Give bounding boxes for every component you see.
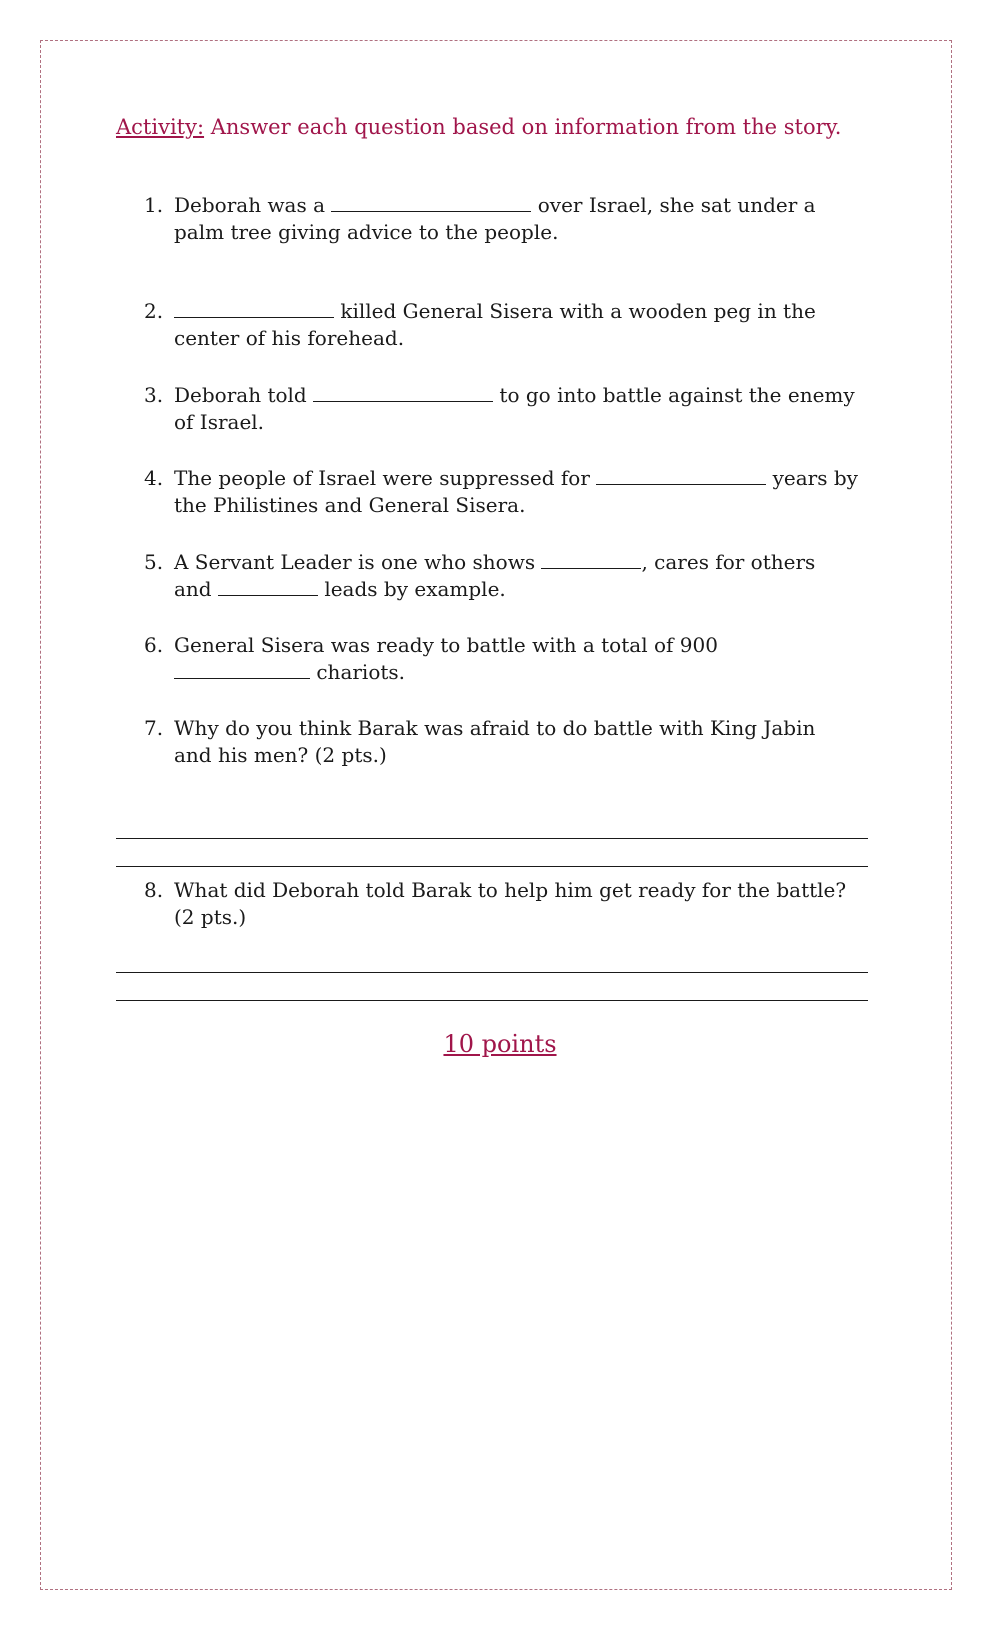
answer-blank[interactable] — [541, 550, 641, 569]
question-1 — [144, 192, 884, 246]
question-text: Deborah was a — [174, 193, 332, 217]
question-number: 7. — [144, 716, 164, 740]
answer-blank[interactable] — [596, 466, 766, 485]
question-text: to go into battle against the enemy — [493, 383, 855, 407]
answer-line[interactable] — [116, 972, 868, 973]
question-text: Deborah told — [174, 383, 314, 407]
answer-line[interactable] — [116, 866, 868, 867]
page-border — [40, 40, 952, 1590]
question-text: General Sisera was ready to battle with a total of 900 — [174, 633, 718, 657]
question-number: 3. — [144, 383, 164, 407]
question-number: 8. — [144, 878, 164, 902]
answer-blank[interactable] — [331, 193, 531, 212]
question-text: years by — [766, 466, 858, 490]
question-number: 2. — [144, 299, 164, 323]
question-text-line2: the Philistines and General Sisera. — [174, 493, 526, 517]
answer-line[interactable] — [116, 1000, 868, 1001]
question-text: The people of Israel were suppressed for — [174, 466, 597, 490]
answer-blank[interactable] — [174, 660, 310, 679]
answer-blank[interactable] — [313, 383, 493, 402]
question-number: 5. — [144, 550, 164, 574]
question-text-line2: palm tree giving advice to the people. — [174, 220, 559, 244]
answer-blank[interactable] — [218, 577, 318, 596]
question-number: 1. — [144, 193, 164, 217]
question-text: What did Deborah told Barak to help him get ready for the battle? — [174, 878, 847, 902]
question-text-line2: and his men? (2 pts.) — [174, 743, 387, 767]
answer-line[interactable] — [116, 838, 868, 839]
question-text: over Israel, she sat under a — [531, 193, 816, 217]
question-4 — [144, 465, 884, 519]
question-text-line2: chariots. — [310, 660, 406, 684]
question-2 — [144, 298, 884, 352]
activity-heading — [116, 115, 841, 139]
question-text-line2: leads by example. — [317, 577, 506, 601]
question-text: A Servant Leader is one who shows — [174, 550, 542, 574]
question-text-line2: (2 pts.) — [174, 905, 247, 929]
question-number: 6. — [144, 633, 164, 657]
question-text-line2: center of his forehead. — [174, 326, 405, 350]
question-3 — [144, 382, 884, 436]
question-text: killed General Sisera with a wooden peg in the — [334, 299, 816, 323]
question-5 — [144, 549, 884, 603]
activity-label: Activity: — [116, 115, 205, 139]
question-6 — [144, 632, 884, 686]
question-number: 4. — [144, 466, 164, 490]
question-text: , cares for others — [641, 550, 816, 574]
answer-blank[interactable] — [174, 299, 334, 318]
activity-instruction: Answer each question based on information from the story. — [204, 115, 842, 139]
question-text-line2: of Israel. — [174, 410, 265, 434]
total-points: 10 points — [443, 1030, 557, 1058]
question-text-line2: and — [174, 577, 218, 601]
question-8 — [144, 877, 884, 931]
question-text: Why do you think Barak was afraid to do battle with King Jabin — [174, 716, 816, 740]
question-7 — [144, 715, 884, 769]
